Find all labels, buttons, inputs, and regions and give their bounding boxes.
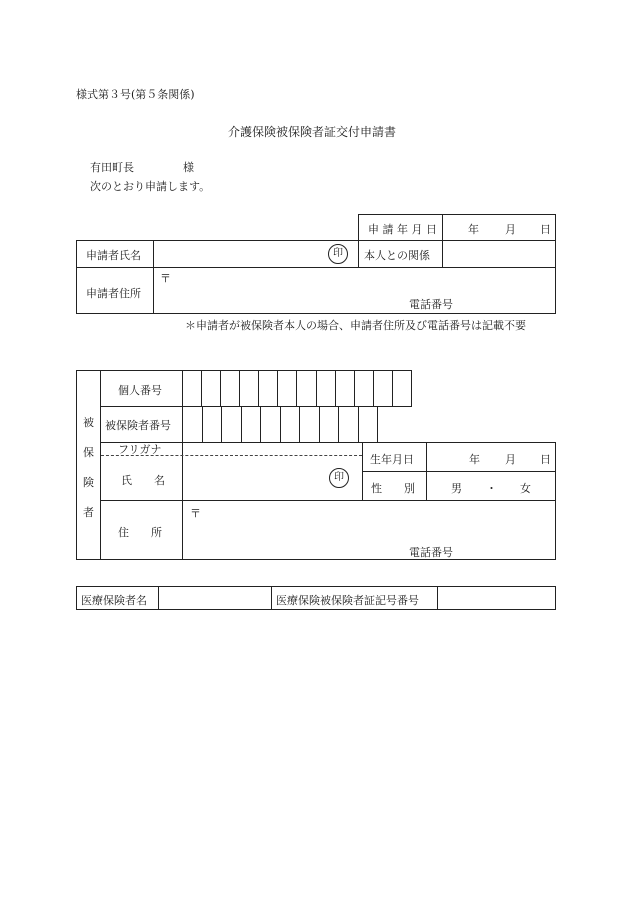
insured-number-digit-3[interactable] [222, 407, 242, 443]
insured-section-char-3: 険 [83, 476, 94, 489]
insured-number-digit-7[interactable] [300, 407, 320, 443]
insured-address-field[interactable] [183, 501, 555, 559]
insured-section-char-2: 保 [83, 446, 94, 459]
insured-number-digit-5[interactable] [261, 407, 281, 443]
medical-card-number-field[interactable] [438, 587, 555, 609]
insured-number-digit-4[interactable] [241, 407, 261, 443]
birthdate-label: 生年月日 [370, 453, 414, 466]
insured-number-digit-8[interactable] [319, 407, 339, 443]
applicant-postal-mark: 〒 [160, 272, 171, 285]
personal-number-digit-12[interactable] [392, 371, 411, 407]
birthdate-month-unit: 月 [505, 453, 516, 466]
personal-number-digit-7[interactable] [297, 371, 316, 407]
medical-insurer-field[interactable] [159, 587, 271, 609]
insured-postal-mark: 〒 [190, 507, 201, 520]
application-month-unit: 月 [505, 223, 516, 236]
insured-section-char-1: 被 [83, 416, 94, 429]
insured-number-digit-1[interactable] [183, 407, 203, 443]
personal-number-label: 個人番号 [118, 384, 162, 397]
personal-number-digit-3[interactable] [221, 371, 240, 407]
intro-text: 次のとおり申請します。 [90, 180, 211, 193]
birthdate-field[interactable] [427, 443, 555, 471]
furigana-field[interactable] [183, 443, 362, 455]
applicant-note: ＊申請者が被保険者本人の場合、申請者住所及び電話番号は記載不要 [185, 319, 526, 332]
application-date-field[interactable] [443, 215, 555, 240]
insured-number-digit-9[interactable] [339, 407, 359, 443]
relation-label: 本人との関係 [364, 249, 430, 262]
gender-label: 性 別 [371, 482, 415, 495]
insured-phone-label: 電話番号 [409, 546, 453, 559]
medical-insurer-label: 医療保険者名 [81, 594, 147, 607]
furigana-label: フリガナ [118, 443, 162, 456]
birthdate-day-unit: 日 [540, 453, 551, 466]
personal-number-digit-5[interactable] [259, 371, 278, 407]
applicant-address-field[interactable] [154, 268, 555, 313]
form-number: 様式第３号(第５条関係) [76, 88, 195, 101]
personal-number-digit-11[interactable] [373, 371, 392, 407]
insured-name-field[interactable] [183, 456, 323, 500]
relation-field[interactable] [443, 241, 555, 267]
personal-number-digit-6[interactable] [278, 371, 297, 407]
insured-number-digit-10[interactable] [358, 407, 378, 443]
gender-female-option[interactable]: 女 [520, 482, 531, 495]
personal-number-boxes [182, 370, 412, 407]
applicant-name-label: 申請者氏名 [86, 249, 141, 262]
insured-name-label: 氏 名 [121, 474, 165, 487]
personal-number-digit-4[interactable] [240, 371, 259, 407]
insured-seal-mark: 印 [329, 468, 349, 488]
application-year-unit: 年 [468, 223, 479, 236]
insured-number-boxes [182, 406, 378, 443]
insured-number-digit-6[interactable] [280, 407, 300, 443]
applicant-seal-mark: 印 [328, 244, 348, 264]
insured-section-char-4: 者 [83, 506, 94, 519]
personal-number-digit-1[interactable] [183, 371, 202, 407]
gender-male-option[interactable]: 男 [451, 482, 462, 495]
page-title: 介護保険被保険者証交付申請書 [228, 125, 397, 139]
application-day-unit: 日 [540, 223, 551, 236]
insured-address-label: 住 所 [118, 526, 162, 539]
applicant-phone-label: 電話番号 [409, 298, 453, 311]
birthdate-year-unit: 年 [469, 453, 480, 466]
gender-separator: ・ [486, 482, 497, 495]
addressee-office: 有田町長 [90, 161, 134, 174]
personal-number-digit-2[interactable] [202, 371, 221, 407]
medical-card-number-label: 医療保険被保険者証記号番号 [276, 594, 419, 607]
personal-number-digit-10[interactable] [354, 371, 373, 407]
applicant-address-label: 申請者住所 [86, 287, 141, 300]
applicant-name-field[interactable] [154, 241, 324, 267]
personal-number-digit-8[interactable] [316, 371, 335, 407]
addressee-honorific: 様 [183, 161, 194, 174]
insured-number-label: 被保険者番号 [105, 419, 171, 432]
application-date-label: 申 請 年 月 日 [368, 223, 437, 236]
personal-number-digit-9[interactable] [335, 371, 354, 407]
insured-number-digit-2[interactable] [202, 407, 222, 443]
